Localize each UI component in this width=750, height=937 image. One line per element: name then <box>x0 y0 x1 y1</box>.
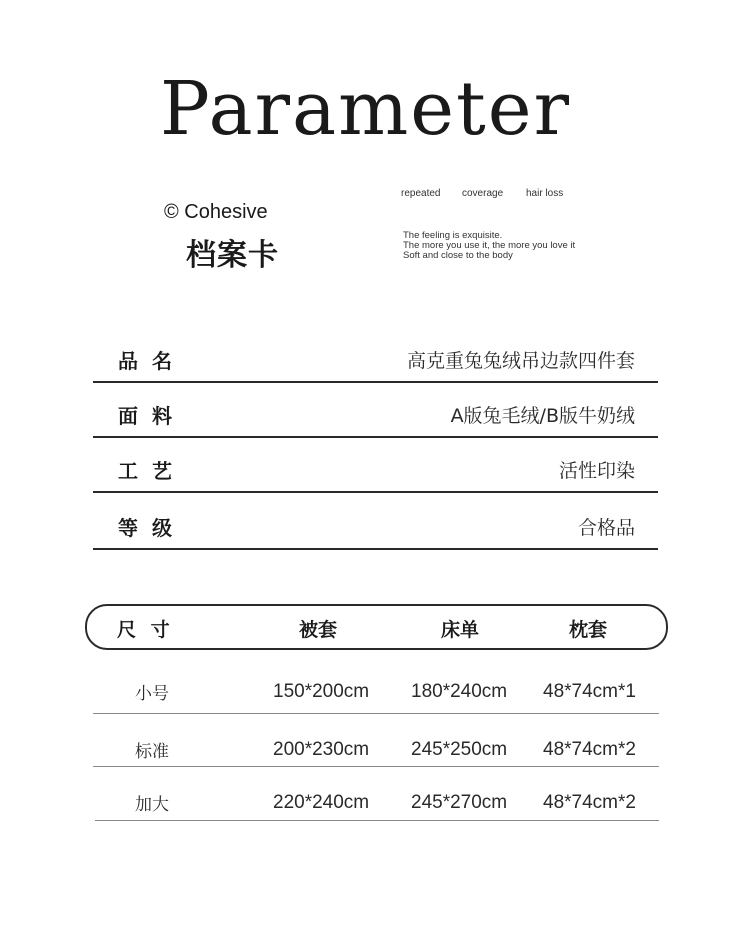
param-value: A版兔毛绒/B版牛奶绒 <box>450 405 635 427</box>
header-sheet: 床单 <box>441 619 480 641</box>
duvet-size: 200*230cm <box>273 739 370 760</box>
param-row-grade <box>93 494 658 550</box>
param-label: 等级 <box>118 516 186 540</box>
size-name: 小号 <box>135 684 169 704</box>
table-row <box>95 767 659 821</box>
tagline-1: The feeling is exquisite. <box>403 230 503 241</box>
sheet-size: 245*270cm <box>411 792 508 813</box>
tagline-3: Soft and close to the body <box>403 250 513 261</box>
duvet-size: 150*200cm <box>273 681 370 702</box>
table-row <box>93 661 659 714</box>
page-title: Parameter <box>160 66 571 152</box>
brand-name: © Cohesive <box>164 201 268 223</box>
sheet-size: 180*240cm <box>411 681 508 702</box>
header-size: 尺 寸 <box>117 619 174 641</box>
param-value: 活性印染 <box>558 460 635 482</box>
size-name: 标准 <box>135 742 169 762</box>
table-row <box>93 714 659 767</box>
param-value: 高克重兔兔绒吊边款四件套 <box>406 350 635 372</box>
pillow-size: 48*74cm*2 <box>543 792 636 813</box>
header-pillow: 枕套 <box>569 619 608 641</box>
param-row-craft <box>93 437 658 493</box>
param-row-name <box>93 327 658 383</box>
tag-hair-loss: hair loss <box>526 188 564 199</box>
tag-repeated: repeated <box>401 188 441 199</box>
tag-coverage: coverage <box>462 188 504 199</box>
param-label: 面料 <box>118 404 186 428</box>
sheet-size: 245*250cm <box>411 739 508 760</box>
param-row-fabric <box>93 382 658 438</box>
page-subtitle: 档案卡 <box>186 238 279 273</box>
size-table-header <box>85 604 668 650</box>
param-label: 工艺 <box>118 459 186 483</box>
size-name: 加大 <box>135 795 169 815</box>
pillow-size: 48*74cm*2 <box>543 739 636 760</box>
pillow-size: 48*74cm*1 <box>543 681 636 702</box>
tagline-2: The more you use it, the more you love it <box>403 240 576 251</box>
duvet-size: 220*240cm <box>273 792 370 813</box>
param-label: 品名 <box>118 349 186 373</box>
param-value: 合格品 <box>577 517 635 539</box>
header-duvet: 被套 <box>299 619 338 641</box>
